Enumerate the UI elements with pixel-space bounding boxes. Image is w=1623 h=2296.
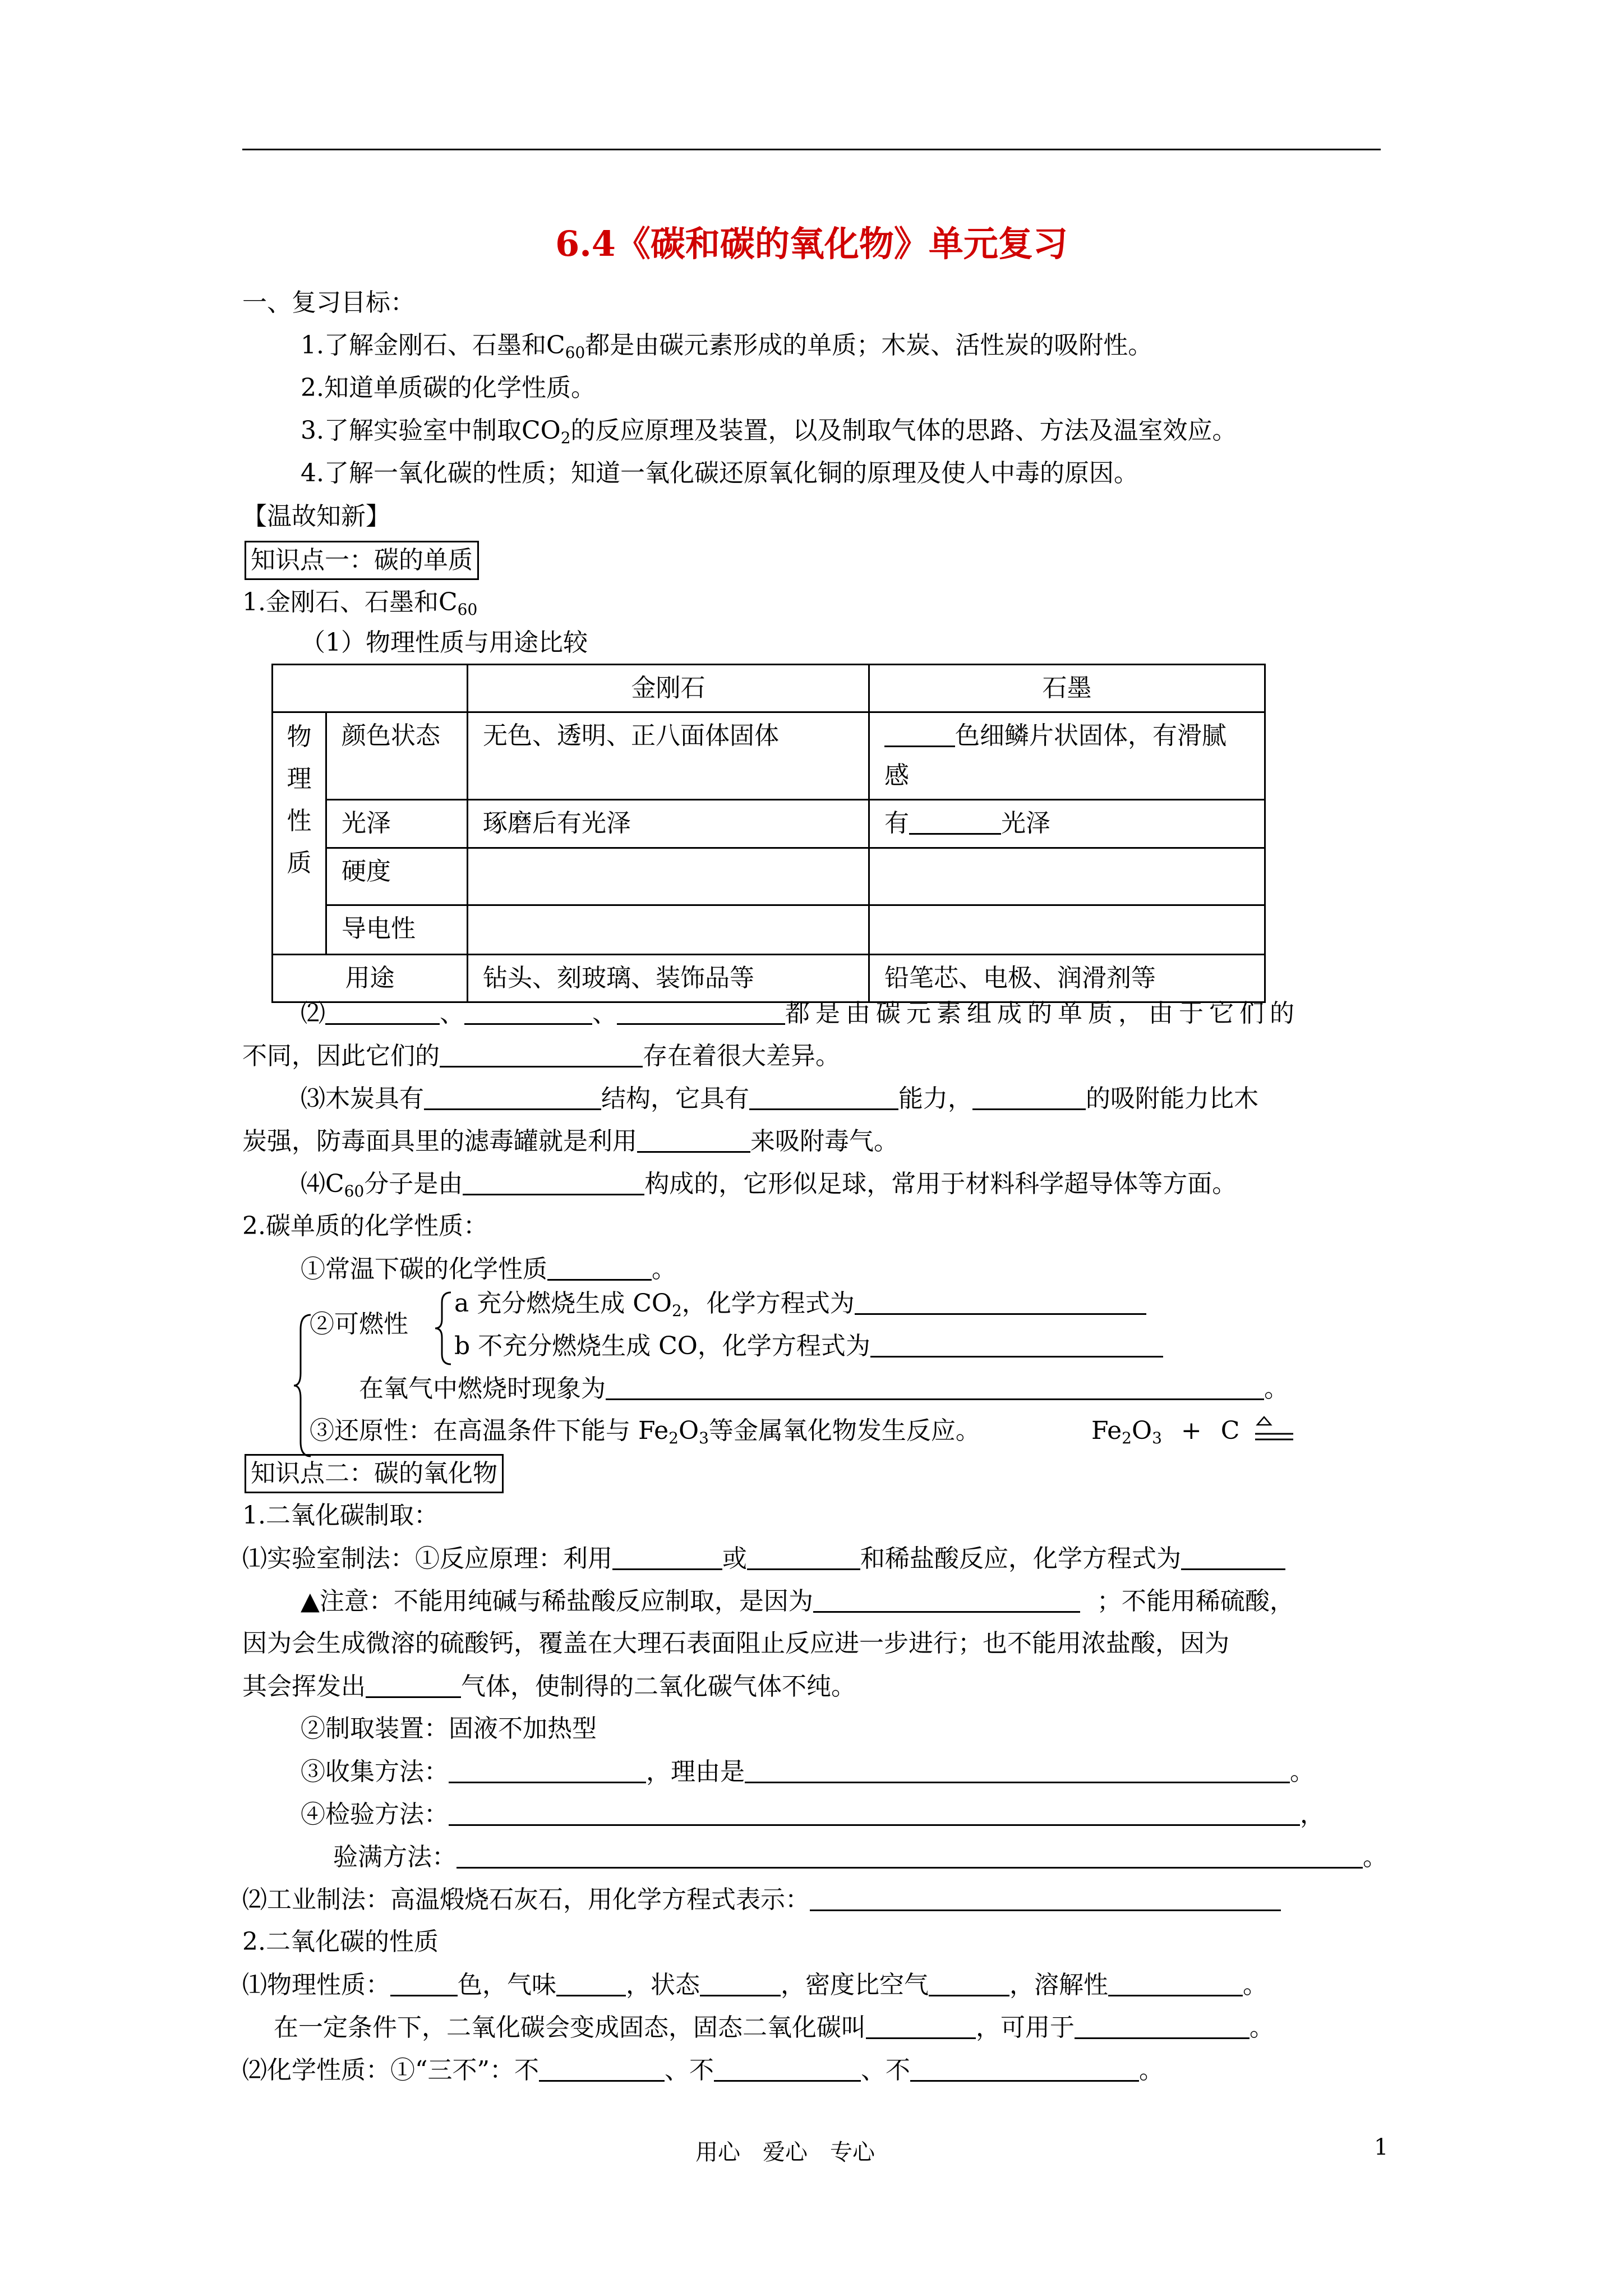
cell-graphite-luster: 有 光泽 bbox=[869, 800, 1265, 848]
inner-brace-icon bbox=[432, 1290, 454, 1366]
blank-field[interactable] bbox=[972, 1084, 1086, 1110]
row-label-luster: 光泽 bbox=[326, 800, 468, 848]
blank-field[interactable] bbox=[910, 2055, 1139, 2082]
blank-field[interactable] bbox=[617, 999, 785, 1025]
cell-graphite-color: 色细鳞片状固体，有滑腻感 bbox=[869, 712, 1265, 800]
blank-field[interactable] bbox=[1181, 1544, 1285, 1570]
blank-field[interactable] bbox=[700, 1970, 781, 1996]
group-physical-properties: 物 理 性 质 bbox=[273, 712, 326, 954]
physical-properties-line: ⑴物理性质： 色，气味 ，状态 ，密度比空气 ，溶解性 。 bbox=[242, 1971, 1267, 1999]
blank-field[interactable] bbox=[464, 999, 592, 1025]
knowledge-point-1-box: 知识点一：碳的单质 bbox=[245, 541, 479, 580]
blank-field[interactable] bbox=[749, 1084, 898, 1110]
blank-field[interactable] bbox=[813, 1586, 1080, 1613]
blank-field[interactable] bbox=[637, 1126, 750, 1153]
chem-property-3: ③还原性：在高温条件下能与 $Fe_2O_3$等金属氧化物发生反应。 bbox=[310, 1416, 980, 1447]
blank-field[interactable] bbox=[449, 1800, 1300, 1826]
paragraph-4: $⑷C_{60}$分子是由 构成的，它形似足球，常用于材料科学超导体等方面。 bbox=[301, 1170, 1237, 1200]
cell-diamond-uses: 钻头、刻玻璃、装饰品等 bbox=[468, 954, 869, 1002]
table-header-row bbox=[273, 665, 1265, 712]
table-row bbox=[273, 712, 1265, 800]
combustion-b: b 不充分燃烧生成 CO，化学方程式为 bbox=[454, 1331, 1163, 1361]
footer-motto: 用心 爱心 专心 bbox=[695, 2139, 875, 2165]
heat-condition-icon bbox=[1252, 1414, 1297, 1445]
note-line-3: 其会挥发出 气体，使制得的二氧化碳气体不纯。 bbox=[242, 1672, 856, 1701]
chemical-properties-line: ⑵化学性质：①“三不”：不 、不 、不 。 bbox=[242, 2056, 1164, 2085]
cell-graphite-uses: 铅笔芯、电极、润滑剂等 bbox=[869, 954, 1265, 1002]
table-row bbox=[273, 954, 1265, 1002]
knowledge-point-2-box: 知识点二：碳的氧化物 bbox=[245, 1454, 504, 1493]
blank-field[interactable] bbox=[747, 1544, 860, 1570]
paragraph-3-line-1: ⑶木炭具有 结构，它具有 能力， 的吸附能力比木 bbox=[301, 1084, 1258, 1113]
blank-field[interactable] bbox=[866, 2013, 976, 2039]
test-method-line: ④检验方法： ， bbox=[301, 1800, 1325, 1829]
cell-graphite-hardness[interactable] bbox=[869, 848, 1265, 905]
paragraph-3-line-2: 炭强，防毒面具里的滤毒罐就是利用 来吸附毒气。 bbox=[242, 1127, 898, 1156]
blank-field[interactable] bbox=[612, 1544, 722, 1570]
co2-properties-heading: 2.二氧化碳的性质 bbox=[242, 1927, 439, 1956]
blank-field[interactable] bbox=[855, 1289, 1146, 1315]
page-title: 6.4《碳和碳的氧化物》单元复习 bbox=[555, 223, 1068, 264]
full-check-line: 验满方法： 。 bbox=[333, 1843, 1387, 1871]
combustion-phenomenon: 在氧气中燃烧时现象为 。 bbox=[359, 1374, 1289, 1403]
blank-field[interactable] bbox=[424, 1084, 601, 1110]
header-graphite: 石墨 bbox=[869, 665, 1265, 712]
blank-field[interactable] bbox=[606, 1374, 1264, 1400]
blank-field[interactable] bbox=[366, 1672, 461, 1698]
cell-diamond-color: 无色、透明、正八面体固体 bbox=[468, 712, 869, 800]
blank-field[interactable] bbox=[909, 808, 1001, 835]
goal-item-4: 4.了解一氧化碳的性质；知道一氧化碳还原氧化铜的原理及使人中毒的原因。 bbox=[301, 459, 1138, 487]
apparatus-line: ②制取装置：固液不加热型 bbox=[301, 1714, 597, 1743]
blank-field[interactable] bbox=[449, 1757, 646, 1783]
cell-diamond-hardness[interactable] bbox=[468, 848, 869, 905]
blank-field[interactable] bbox=[440, 1041, 643, 1068]
blank-field[interactable] bbox=[745, 1757, 1290, 1783]
goal-item-1: 1.了解金刚石、石墨和$C_{60}$都是由碳元素形成的单质；木炭、活性炭的吸附性。 bbox=[301, 331, 1153, 362]
cell-diamond-luster: 琢磨后有光泽 bbox=[468, 800, 869, 848]
row-label-uses: 用途 bbox=[273, 954, 468, 1002]
row-label-color-state: 颜色状态 bbox=[326, 712, 468, 800]
industrial-method-line: ⑵工业制法：高温煅烧石灰石，用化学方程式表示： bbox=[242, 1885, 1281, 1915]
blank-field[interactable] bbox=[810, 1885, 1281, 1911]
subsection-physical: （1）物理性质与用途比较 bbox=[301, 628, 588, 657]
blank-field[interactable] bbox=[929, 1970, 1009, 1996]
note-line-2: 因为会生成微溶的硫酸钙，覆盖在大理石表面阻止反应进一步进行；也不能用浓盐酸，因为 bbox=[242, 1629, 1229, 1658]
blank-field[interactable] bbox=[884, 721, 955, 747]
goal-item-3: 3.了解实验室中制取$CO_2$的反应原理及装置，以及制取气体的思路、方法及温室效应。 bbox=[301, 416, 1237, 447]
dry-ice-line: 在一定条件下，二氧化碳会变成固态，固态二氧化碳叫 ，可用于 。 bbox=[274, 2013, 1274, 2042]
blank-field[interactable] bbox=[714, 2055, 861, 2082]
section-2-heading: 2.碳单质的化学性质： bbox=[242, 1212, 488, 1240]
blank-field[interactable] bbox=[325, 999, 440, 1025]
blank-field[interactable] bbox=[556, 1970, 626, 1996]
row-label-hardness: 硬度 bbox=[326, 848, 468, 905]
table-row bbox=[273, 905, 1265, 954]
header-rule bbox=[242, 149, 1381, 150]
lab-method-line: ⑴实验室制法：①反应原理：利用 或 和稀盐酸反应，化学方程式为 bbox=[242, 1544, 1285, 1574]
page-number: 1 bbox=[1374, 2134, 1389, 2160]
blank-field[interactable] bbox=[457, 1842, 1363, 1869]
blank-field[interactable] bbox=[1075, 2013, 1249, 2039]
header-diamond: 金刚石 bbox=[468, 665, 869, 712]
blank-field[interactable] bbox=[463, 1169, 644, 1195]
blank-field[interactable] bbox=[1108, 1970, 1243, 1996]
co2-preparation-heading: 1.二氧化碳制取： bbox=[242, 1501, 439, 1530]
combustion-a: a 充分燃烧生成 $CO_2$，化学方程式为 bbox=[454, 1289, 1146, 1320]
collection-line: ③收集方法： ，理由是 。 bbox=[301, 1757, 1315, 1786]
row-label-conductivity: 导电性 bbox=[326, 905, 468, 954]
section-1-heading: 1.金刚石、石墨和$C_{60}$ bbox=[242, 588, 478, 619]
blank-field[interactable] bbox=[539, 2055, 665, 2082]
table-row bbox=[273, 848, 1265, 905]
paragraph-2-line-2: 不同，因此它们的 存在着很大差异。 bbox=[242, 1042, 840, 1070]
goals-heading: 一、复习目标： bbox=[242, 288, 415, 317]
review-heading: 【温故知新】 bbox=[242, 502, 390, 531]
goal-item-2: 2.知道单质碳的化学性质。 bbox=[301, 374, 596, 402]
blank-field[interactable] bbox=[870, 1331, 1163, 1358]
blank-field[interactable] bbox=[390, 1970, 458, 1996]
chem-property-2: ②可燃性 bbox=[310, 1310, 408, 1338]
cell-diamond-conductivity[interactable] bbox=[468, 905, 869, 954]
blank-field[interactable] bbox=[547, 1254, 652, 1281]
table-row bbox=[273, 800, 1265, 848]
note-line-1: ▲注意：不能用纯碱与稀盐酸反应制取，是因为 ；不能用稀硫酸， bbox=[301, 1587, 1294, 1616]
cell-graphite-conductivity[interactable] bbox=[869, 905, 1265, 954]
paragraph-2-line-1: ⑵ 、 、 都是由碳元素组成的单质，由于它们的 bbox=[301, 999, 1300, 1028]
chem-property-1: ①常温下碳的化学性质 。 bbox=[301, 1255, 676, 1283]
table-corner-cell bbox=[273, 665, 468, 712]
comparison-table bbox=[271, 664, 1266, 1003]
reduction-equation: $Fe_2O_3 + C$ bbox=[1091, 1416, 1240, 1447]
